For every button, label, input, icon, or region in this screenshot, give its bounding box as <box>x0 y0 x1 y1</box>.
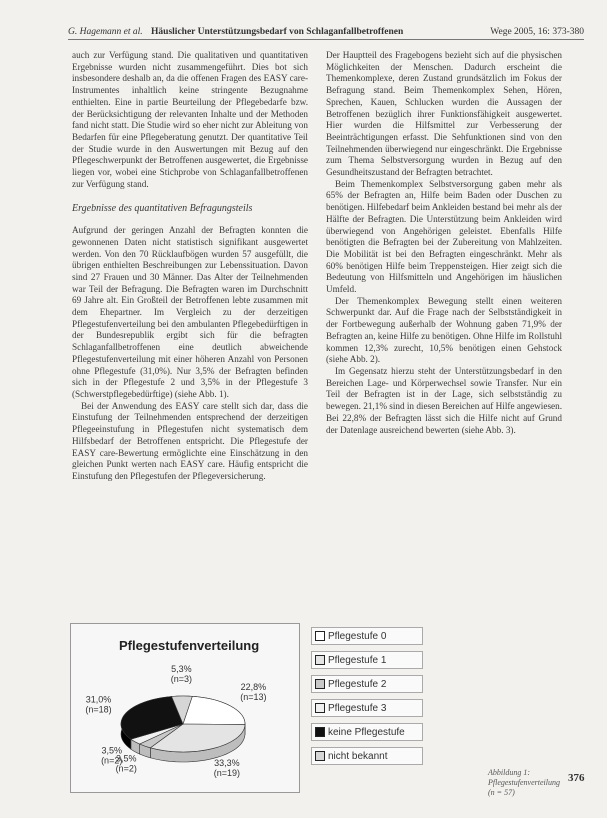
right-paragraph-1: Der Hauptteil des Fragebogens bezieht sich auf die physischen Möglichkeiten der Menschen. Dadurch erscheint die Themenkomplexe, deren Zustand grundsätzlich im Fokus der Befragung stand. Beim Themenkomplex Sehen, Hören, Sprechen, Kauen, Schlucken wurden die Aussagen der Betroffenen bezüglich ihrer Funktionsfähigkeit ausgewertet. Hier wurden die Hilfsmittel zur Verbesserung der Beeinträchtigungen erfasst. Die Sehfunktionen sind von den Teilnehmenden überwiegend nur eingeschränkt. Die Ergebnisse zum Thema Selbstversorgung wurden in Bezug auf den Gesundheitszustand der Befragten betrachtet. <box>326 50 562 178</box>
legend-swatch <box>315 679 325 689</box>
pie-slice-label: 31,0% (n=18) <box>85 694 112 715</box>
left-paragraph-1: auch zur Verfügung stand. Die qualitativen und quantitativen Ergebnisse wurden nicht zusammengeführt. Dies bot sich insbesondere deshalb an, da die offenen Fragen des EASY care-Instrumentes inhaltlich keine stringente Bezugnahme enthielten. Eine in partie Beurteilung der Pflegebedarfe bzw. der Berücksichtigung der relevanten Inhalte und der Methoden fand nicht statt. Die Studie wird so eher nicht zur Ableitung von Bedarfen für eine Pflegeberatung genutzt. Der quantitative Teil der Studie wurde in den Auswertungen mit Bezug auf den Pflegeschwerpunkt der Betroffenen ausgewertet, die Ergebnisse liegen vor, wobei eine Stichprobe von Schlaganfallbetroffenen zur Verfügung stand. <box>72 50 308 189</box>
figure-caption: Abbildung 1: Pflegestufenverteilung (n = 57) <box>488 768 560 797</box>
pie-slice-label: 3,5% (n=2) <box>115 753 137 774</box>
pie-slice-label: 5,3% (n=3) <box>170 664 193 684</box>
legend-label: Pflegestufe 1 <box>328 654 387 666</box>
right-column <box>326 50 562 436</box>
header-authors: G. Hagemann et al. <box>68 27 143 37</box>
pie-slice-label: 22,8% (n=13) <box>240 681 267 702</box>
legend-swatch <box>315 655 325 665</box>
legend-item <box>311 627 423 645</box>
left-paragraph-3: Bei der Anwendung des EASY care stellt sich dar, dass die Einstufung der Teilnehmenden entsprechend der derzeitigen Pflegeeinstufung in Pflegestufen nicht systematisch dem Hilfsbedarf der Betroffenen entspricht. Die Pflegestufe der EASY care-Bewertung ermöglichte eine Einschätzung in den gleichen Punkt werten nach EASY care. Häufig entspricht die Einstufung den Pflegestufen der Pflegeversicherung. <box>72 400 308 481</box>
legend-label: Pflegestufe 3 <box>328 702 387 714</box>
legend-label: Pflegestufe 0 <box>328 630 387 642</box>
right-paragraph-2: Beim Themenkomplex Selbstversorgung gaben mehr als 65% der Befragten an, Hilfe beim Baden oder Duschen zu benötigen. Hilfebedarf beim Ankleiden bestand bei mehr als der Hälfte der Befragten. Die Unterstützung beim Ankleiden wird überwiegend von Angehörigen geleistet. Ebenfalls Hilfe benötigten die Befragten bei der Zubereitung von Mahlzeiten. Die Mobilität ist bei den Befragten eingeschränkt. Mehr als 60% benötigen Hilfe beim Treppensteigen. Hier zeigt sich die Bedeutung von Hilfsmitteln und Angehörigen im häuslichen Umfeld. <box>326 178 562 295</box>
section-heading: Ergebnisse des quantitativen Befragungsteils <box>72 203 253 215</box>
right-paragraph-4: Im Gegensatz hierzu steht der Unterstützungsbedarf in den Bereichen Lage- und Körperwechsel sowie Transfer. Nur ein Teil der Befragten ist in der Lage, sich selbstständig zu bewegen. 21,1% sind in diesen Bereichen auf Hilfe angewiesen. Bei 22,8% der Befragten lässt sich die Hilfe nicht auf Grund der Datenlage ausreichend bewerten (siehe Abb. 3). <box>326 365 562 435</box>
pie-slice-label: 33,3% (n=19) <box>213 757 241 778</box>
pie-chart-figure <box>70 623 300 793</box>
legend-item <box>311 675 423 693</box>
pie-slice-label: 3,5% (n=2) <box>101 745 123 766</box>
pie-slice-pflegestufe-0 <box>183 696 245 724</box>
legend-item <box>311 723 423 741</box>
legend-item <box>311 651 423 669</box>
page-header <box>68 26 584 40</box>
legend-item <box>311 699 423 717</box>
page-number: 376 <box>568 772 585 784</box>
header-title: Häuslicher Unterstützungsbedarf von Schlaganfallbetroffenen <box>151 27 404 37</box>
legend-swatch <box>315 727 325 737</box>
legend-label: keine Pflegestufe <box>328 726 405 738</box>
legend-swatch <box>315 751 325 761</box>
legend-label: nicht bekannt <box>328 750 388 762</box>
right-paragraph-3: Der Themenkomplex Bewegung stellt einen weiteren Schwerpunkt dar. Auf die Frage nach der Selbstständigkeit in der Fortbewegung außerhalb der Wohnung gaben 71,9% der Befragten an, keine Hilfe zu benötigen. Ohne Hilfe im Rollstuhl kommen 12,3% zurecht, 10,5% benötigen einen Gehstock (siehe Abb. 2). <box>326 295 563 365</box>
chart-legend <box>311 627 423 771</box>
legend-swatch <box>315 703 325 713</box>
legend-swatch <box>315 631 325 641</box>
header-journal: Wege 2005, 16: 373-380 <box>490 27 584 37</box>
pie-chart <box>71 624 299 792</box>
left-column <box>72 50 308 483</box>
legend-label: Pflegestufe 2 <box>328 678 387 690</box>
left-paragraph-2: Aufgrund der geringen Anzahl der Befragten konnten die gewonnenen Daten nicht statistisch signifikant ausgewertet werden. Von den 70 Rücklaufbögen wurden 57 ausgefüllt, die übrigen enthielten Beschreibungen zur Lebenssituation. Davon sind 27 Frauen und 30 Männer. Das Alter der Teilnehmenden war Teil der Befragung. Die Befragten waren im Durchschnitt 69 Jahre alt. Ein Großteil der Betroffenen lebte zusammen mit dem Ehepartner. Im Vergleich zu der derzeitigen Pflegestufenverteilung bei den ambulanten Pflegebedürftigen in der Bundesrepublik ergibt sich für die befragten Schlaganfallbetroffenen eine deutlich abweichende Pflegestufenverteilung mit einer höheren Anzahl von Personen ohne Pflegestufe (31,0%). Nur 3,5% der Befragten befinden sich in der Pflegestufe 2 und 3,5% in der Pflegestufe 3 (Schwerstpflegebedürftige) (siehe Abb. 1). <box>72 225 308 399</box>
chart-title: Pflegestufenverteilung <box>119 638 260 653</box>
legend-item <box>311 747 423 765</box>
